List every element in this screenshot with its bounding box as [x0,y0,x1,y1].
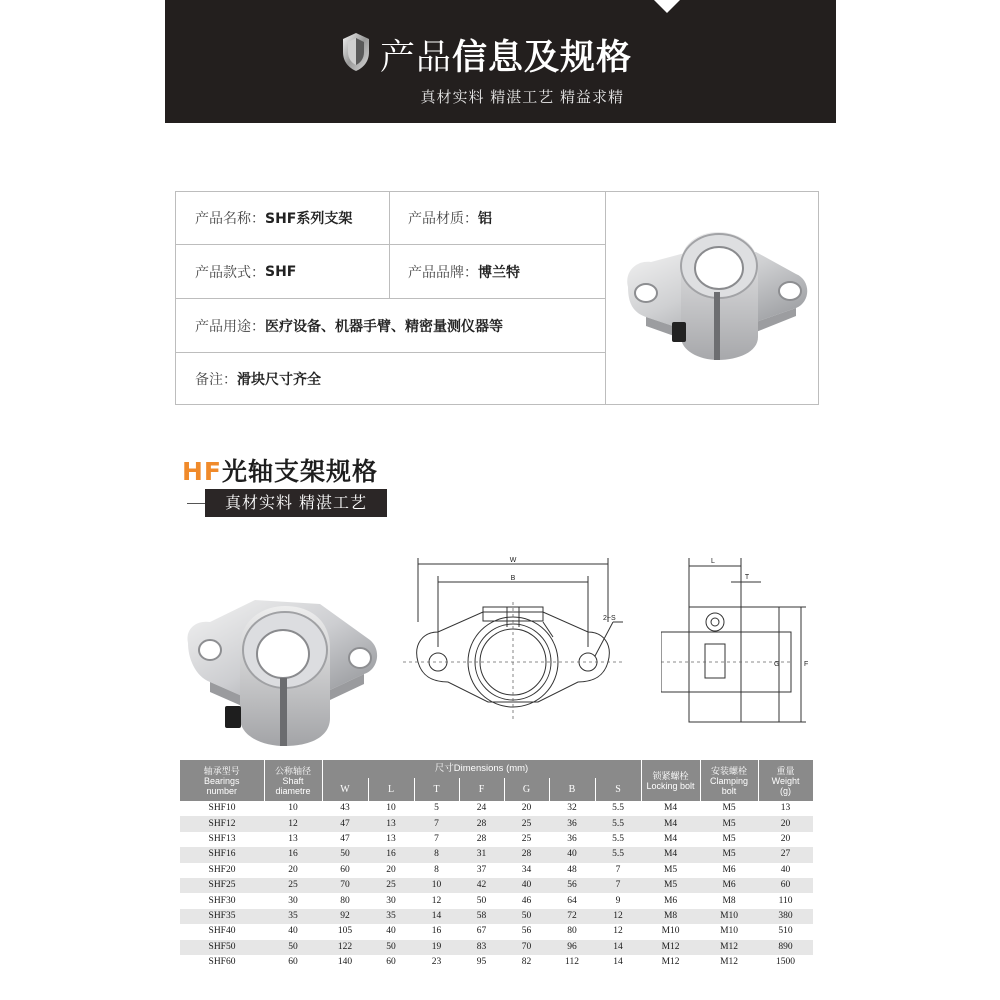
section-title-accent: HF [182,457,223,486]
table-cell: M10 [700,909,758,924]
table-cell: 20 [758,816,813,831]
table-cell: SHF25 [180,878,264,893]
table-cell: 67 [459,924,504,939]
table-cell: SHF12 [180,816,264,831]
header-dim-t: T [414,778,459,801]
section-subtitle-line [187,503,207,504]
side-view-drawing [661,552,821,732]
table-cell: SHF13 [180,832,264,847]
table-cell: SHF50 [180,940,264,955]
table-cell: 82 [504,955,549,970]
table-cell: 10 [368,801,414,816]
info-label: 产品材质： [408,211,478,227]
dim-label-b: B [510,575,516,582]
table-cell: 7 [595,863,641,878]
header-dim-s: S [595,778,641,801]
info-value: 医疗设备、机器手臂、精密量测仪器等 [265,318,503,335]
table-cell: 380 [758,909,813,924]
table-cell: 890 [758,940,813,955]
table-row [180,801,813,816]
table-cell: 50 [459,893,504,908]
table-cell: 30 [368,893,414,908]
table-cell: 510 [758,924,813,939]
product-info-table [175,191,819,405]
table-row [180,832,813,847]
shield-icon [341,32,371,72]
info-label: 产品名称： [195,211,265,227]
dim-label-f: F [804,661,809,668]
table-cell: 34 [504,863,549,878]
table-cell: 7 [414,832,459,847]
table-cell: 35 [264,909,322,924]
table-row [180,863,813,878]
table-cell: 50 [368,940,414,955]
section-subtitle: 真材实料 精湛工艺 [205,489,387,517]
table-cell: 56 [549,878,595,893]
header-locking [641,760,700,801]
table-cell: 20 [758,832,813,847]
table-cell: 13 [264,832,322,847]
table-cell: SHF20 [180,863,264,878]
info-value: 滑块尺寸齐全 [237,371,321,388]
info-label: 产品款式： [195,264,265,281]
table-cell: SHF10 [180,801,264,816]
table-cell: 12 [595,909,641,924]
table-cell: 47 [322,832,368,847]
header-bearing-cn: 轴承型号 [203,765,240,776]
table-cell: 48 [549,863,595,878]
table-cell: 5.5 [595,816,641,831]
table-cell: 25 [504,816,549,831]
table-cell: 28 [504,847,549,862]
table-cell: 35 [368,909,414,924]
info-cell-style [176,245,389,298]
header-dim-g: G [504,778,549,801]
table-cell: 8 [414,863,459,878]
table-row [180,878,813,893]
table-cell: M4 [641,847,700,862]
dim-label-w: W [509,557,517,564]
table-cell: 19 [414,940,459,955]
table-cell: 8 [414,847,459,862]
banner-title-bold: 信息及规格 [452,38,633,78]
table-cell: 12 [595,924,641,939]
header-weight-unit: (g) [780,785,792,796]
table-cell: M12 [700,940,758,955]
table-cell: SHF16 [180,847,264,862]
dim-label-l: L [711,558,715,565]
table-cell: 60 [322,863,368,878]
table-cell: 43 [322,801,368,816]
table-cell: 96 [549,940,595,955]
info-cell-name [176,192,389,244]
table-cell: 5.5 [595,832,641,847]
header-weight-cn: 重量 [776,765,795,776]
spec-table-body [180,801,813,970]
table-cell: 60 [368,955,414,970]
table-cell: 5 [414,801,459,816]
header-shaft [264,760,322,801]
table-cell: M4 [641,832,700,847]
table-cell: M5 [700,816,758,831]
table-cell: M12 [641,955,700,970]
table-cell: 46 [504,893,549,908]
table-cell: 7 [595,878,641,893]
front-view-drawing [403,552,623,732]
header-bearing-en: Bearings [203,775,240,786]
table-cell: 50 [504,909,549,924]
table-cell: M12 [641,940,700,955]
table-cell: 32 [549,801,595,816]
header-bearing-en: number [206,785,237,796]
table-cell: 42 [459,878,504,893]
table-cell: 14 [595,940,641,955]
table-cell: 60 [758,878,813,893]
table-cell: 36 [549,816,595,831]
table-cell: 110 [758,893,813,908]
table-cell: 16 [264,847,322,862]
drawing-area [175,548,825,748]
table-row [180,909,813,924]
table-cell: 28 [459,816,504,831]
table-cell: 105 [322,924,368,939]
table-cell: 80 [322,893,368,908]
table-row [180,924,813,939]
header-clamping-en: Clamping [710,775,749,786]
table-cell: 1500 [758,955,813,970]
table-cell: 37 [459,863,504,878]
table-cell: 40 [264,924,322,939]
table-cell: 92 [322,909,368,924]
table-cell: 36 [549,832,595,847]
info-label: 备注： [195,371,237,388]
table-cell: 140 [322,955,368,970]
table-cell: 83 [459,940,504,955]
header-bearing [180,760,264,801]
header-dimensions: 尺寸Dimensions (mm) [322,760,641,778]
section-title [182,452,378,488]
header-clamping [700,760,758,801]
info-value: SHF系列支架 [265,211,353,227]
table-cell: SHF35 [180,909,264,924]
table-cell: 70 [322,878,368,893]
table-cell: 50 [322,847,368,862]
table-cell: 47 [322,816,368,831]
header-dim-w: W [322,778,368,801]
header-dim-b: B [549,778,595,801]
table-cell: 16 [414,924,459,939]
table-cell: SHF40 [180,924,264,939]
table-cell: M4 [641,801,700,816]
header-locking-cn: 锁紧螺栓 [652,770,689,781]
table-cell: SHF30 [180,893,264,908]
info-cell-material [389,192,605,244]
header-dim-f: F [459,778,504,801]
banner-notch [654,0,680,13]
table-cell: 80 [549,924,595,939]
table-cell: 112 [549,955,595,970]
table-row [180,816,813,831]
table-cell: 31 [459,847,504,862]
table-cell: SHF60 [180,955,264,970]
banner-subtitle: 真材实料 精湛工艺 精益求精 [420,88,624,106]
header-weight [758,760,813,801]
table-row [180,940,813,955]
table-cell: 25 [264,878,322,893]
table-cell: 60 [264,955,322,970]
table-cell: 40 [758,863,813,878]
banner-title-light: 产品 [380,38,453,78]
table-cell: 28 [459,832,504,847]
table-cell: 64 [549,893,595,908]
table-cell: 13 [758,801,813,816]
table-cell: 20 [504,801,549,816]
table-cell: 5.5 [595,847,641,862]
table-cell: 13 [368,832,414,847]
table-cell: 20 [368,863,414,878]
table-cell: M5 [641,878,700,893]
table-cell: 58 [459,909,504,924]
banner-title [380,30,632,80]
info-value: 铝 [478,211,492,227]
header-shaft-cn: 公称轴径 [274,765,311,776]
dim-label-s: 2~S [603,615,616,622]
table-cell: M6 [700,863,758,878]
product-photo [606,192,819,404]
table-cell: 25 [504,832,549,847]
table-row [180,955,813,970]
table-cell: 12 [264,816,322,831]
table-cell: 16 [368,847,414,862]
table-row [180,847,813,862]
table-cell: 95 [459,955,504,970]
table-cell: M5 [700,801,758,816]
table-cell: 7 [414,816,459,831]
table-cell: M6 [700,878,758,893]
table-cell: 72 [549,909,595,924]
table-cell: 13 [368,816,414,831]
spec-table [180,760,814,970]
section-title-rest: 光轴支架规格 [222,457,379,486]
table-cell: M5 [700,847,758,862]
table-cell: 9 [595,893,641,908]
info-label: 产品用途： [195,318,265,335]
table-cell: 40 [368,924,414,939]
table-cell: M5 [700,832,758,847]
table-cell: M10 [641,924,700,939]
header-clamping-en: bolt [721,785,737,796]
table-cell: 20 [264,863,322,878]
table-cell: M6 [641,893,700,908]
table-cell: M12 [700,955,758,970]
table-cell: M8 [641,909,700,924]
table-cell: 27 [758,847,813,862]
table-cell: 5.5 [595,801,641,816]
table-cell: 12 [414,893,459,908]
table-cell: 40 [504,878,549,893]
header-weight-en: Weight [771,775,800,786]
header-clamping-cn: 安装螺栓 [711,765,748,776]
table-cell: 24 [459,801,504,816]
table-cell: 14 [414,909,459,924]
product-render [180,578,390,768]
table-cell: 23 [414,955,459,970]
info-value: 博兰特 [478,264,520,281]
info-cell-usage [176,299,605,352]
dim-label-g: G [774,661,780,668]
table-cell: 14 [595,955,641,970]
dim-label-t: T [744,574,750,581]
header-locking-en: Locking bolt [646,780,695,791]
info-cell-note [176,353,605,404]
table-cell: 25 [368,878,414,893]
header-dim-l: L [368,778,414,801]
table-cell: 40 [549,847,595,862]
shaft-support-image [606,192,819,404]
table-cell: 122 [322,940,368,955]
table-cell: 50 [264,940,322,955]
table-cell: 56 [504,924,549,939]
info-label: 产品品牌： [408,264,478,281]
header-banner [165,0,836,123]
info-value: SHF [265,263,297,280]
header-shaft-en: Shaft [282,775,304,786]
header-shaft-en: diametre [275,785,311,796]
table-cell: M5 [641,863,700,878]
table-cell: 10 [414,878,459,893]
table-cell: 30 [264,893,322,908]
table-cell: M10 [700,924,758,939]
info-cell-brand [389,245,605,298]
table-row [180,893,813,908]
table-cell: M4 [641,816,700,831]
table-cell: M8 [700,893,758,908]
table-cell: 70 [504,940,549,955]
table-cell: 10 [264,801,322,816]
